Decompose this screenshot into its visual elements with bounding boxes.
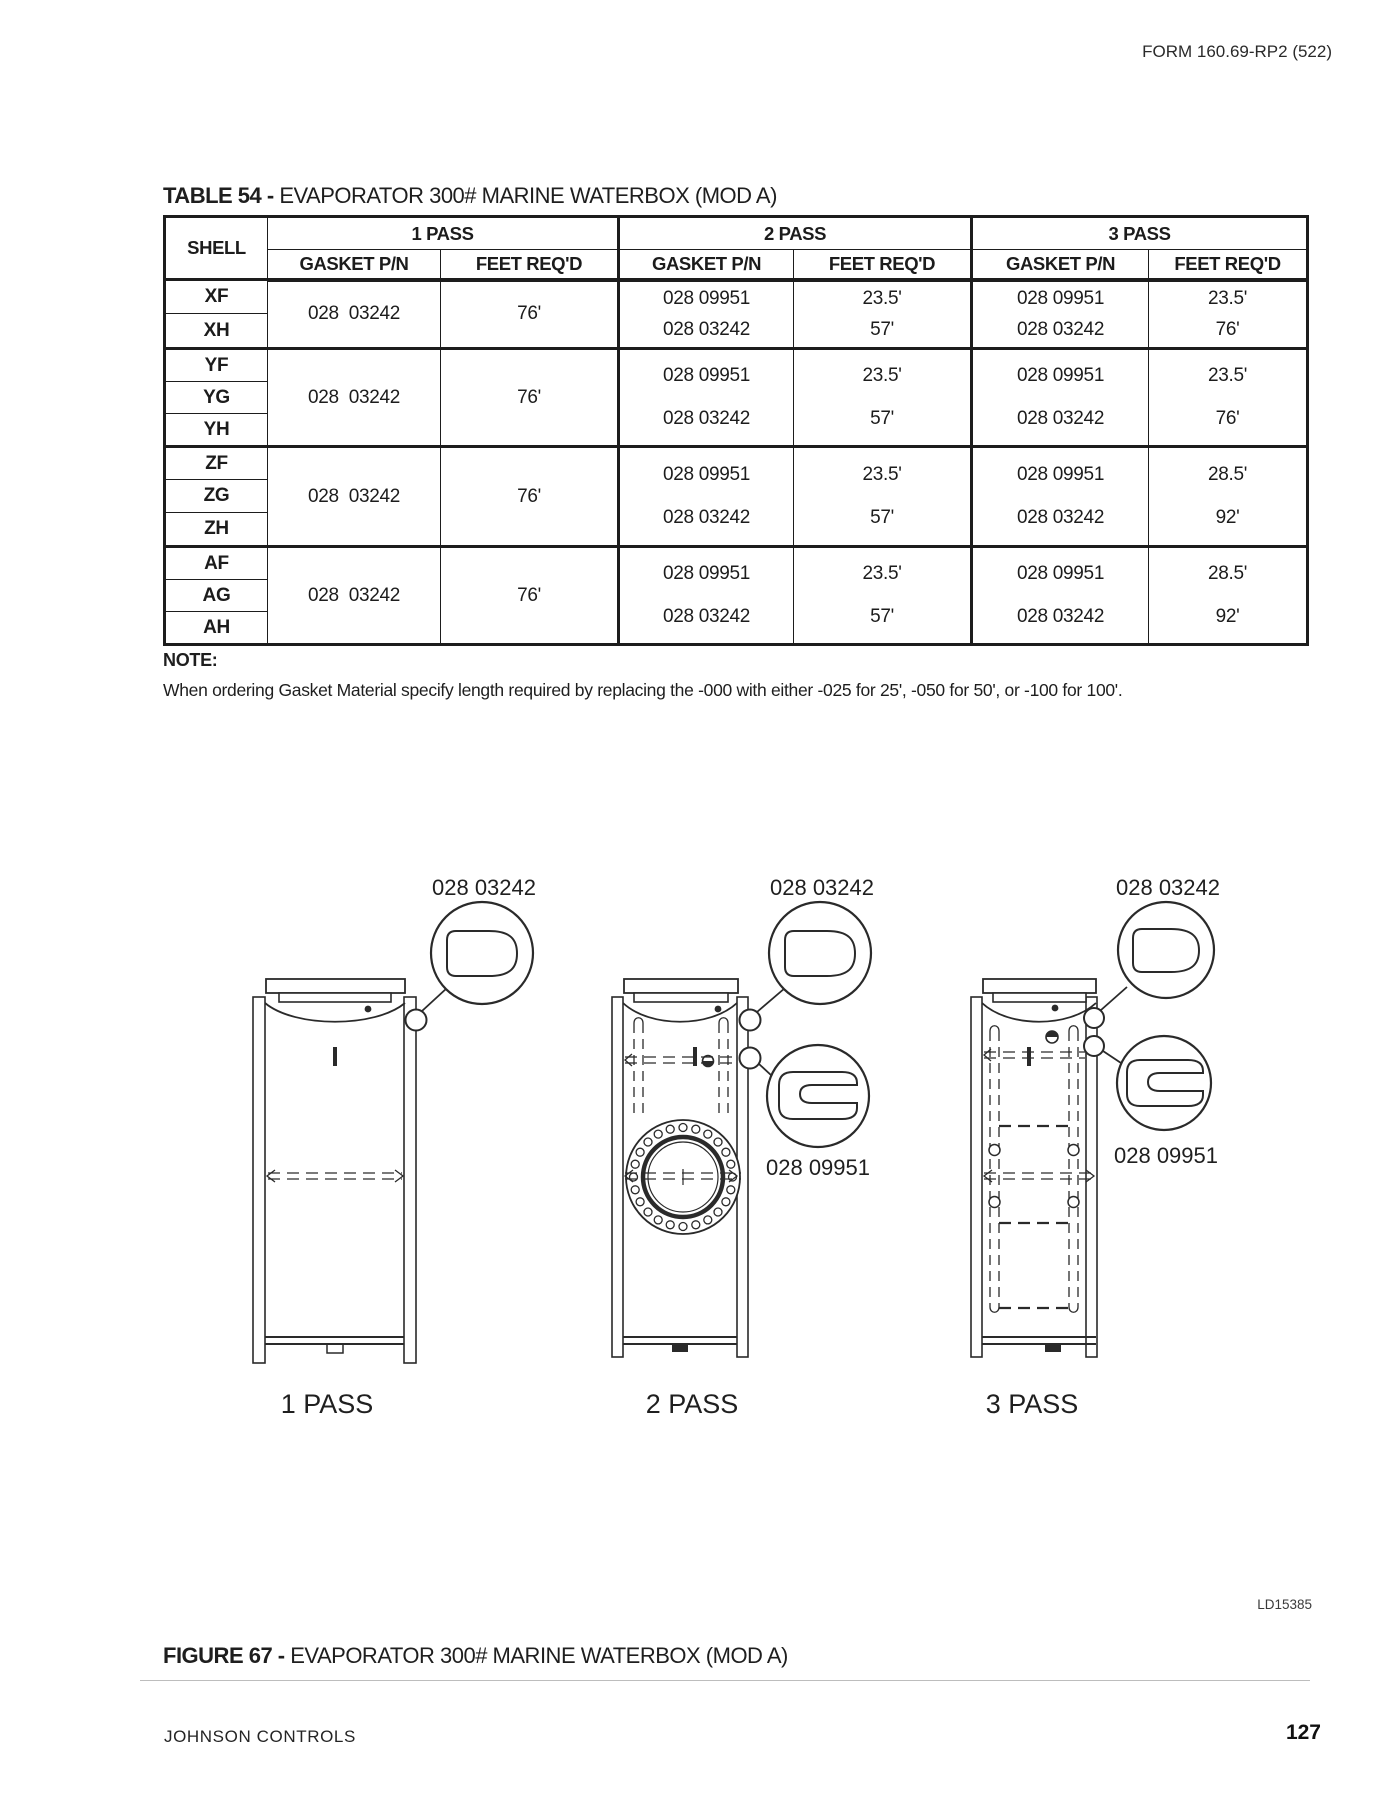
data-cell: 76' [441, 447, 619, 547]
data-cell: 76' [441, 547, 619, 645]
vessel-3pass-drawing [971, 875, 1220, 1419]
data-cell: 23.5' 57' [794, 349, 972, 447]
pass-label: 2 PASS [645, 1389, 739, 1419]
gasket-location-marker [740, 1048, 761, 1069]
shell-cell: YH [165, 414, 268, 447]
footer-company: JOHNSON CONTROLS [164, 1727, 356, 1746]
figure-number-label: FIGURE 67 - [163, 1643, 291, 1668]
shell-cell: ZH [165, 513, 268, 547]
data-cell: 28.5' 92' [1149, 447, 1308, 547]
leader-line [1101, 987, 1127, 1010]
data-cell: 028 09951 028 03242 [619, 280, 794, 349]
callout-label: 028 03242 [432, 875, 536, 900]
drawing-id: LD15385 [1257, 1597, 1312, 1612]
data-cell: 028 03242 [268, 349, 441, 447]
gasket-location-marker [406, 1010, 427, 1031]
shell-cell: AF [165, 547, 268, 580]
page-number: 127 [1285, 1721, 1321, 1744]
shell-cell: YF [165, 349, 268, 382]
col-header-feet: FEET REQ'D [441, 250, 619, 280]
pass2-header: 2 PASS [619, 217, 972, 250]
note-label: NOTE: [163, 650, 218, 670]
data-cell: 028 03242 [268, 280, 441, 349]
pass-label: 3 PASS [985, 1389, 1079, 1419]
form-reference: FORM 160.69-RP2 (522) [1142, 42, 1332, 61]
col-header-feet: FEET REQ'D [1149, 250, 1308, 280]
data-cell: 028 03242 [268, 547, 441, 645]
shell-cell: XH [165, 314, 268, 349]
leader-line [757, 988, 785, 1012]
leader-line [422, 988, 447, 1011]
data-cell: 76' [441, 280, 619, 349]
waterbox-figure [150, 860, 1330, 1480]
shell-cell: XF [165, 280, 268, 314]
gasket-location-marker [1084, 1008, 1104, 1028]
figure-caption [163, 1643, 788, 1669]
gasket-location-marker [740, 1010, 761, 1031]
callout-label: 028 09951 [766, 1155, 870, 1180]
vessel-2pass-drawing [612, 875, 874, 1419]
gasket-location-marker [1084, 1036, 1104, 1056]
table-title-text: EVAPORATOR 300# MARINE WATERBOX (MOD A) [279, 183, 777, 208]
data-cell: 028 09951 028 03242 [619, 447, 794, 547]
callout-label: 028 03242 [1116, 875, 1220, 900]
col-header-gasket: GASKET P/N [972, 250, 1149, 280]
shell-cell: YG [165, 382, 268, 414]
data-cell: 028 03242 [268, 447, 441, 547]
data-cell: 028 09951 028 03242 [619, 547, 794, 645]
data-cell: 028 09951 028 03242 [972, 547, 1149, 645]
pass3-header: 3 PASS [972, 217, 1308, 250]
vessel-1pass-drawing [253, 875, 536, 1419]
data-cell: 28.5' 92' [1149, 547, 1308, 645]
data-cell: 76' [441, 349, 619, 447]
data-cell: 23.5' 76' [1149, 280, 1308, 349]
data-cell: 23.5' 57' [794, 547, 972, 645]
detail-circle [1117, 1036, 1211, 1130]
table-title [163, 183, 777, 209]
caption-divider [140, 1680, 1310, 1681]
gasket-spec-table [163, 215, 1309, 646]
data-cell: 23.5' 57' [794, 280, 972, 349]
leader-line [1103, 1051, 1121, 1063]
note-text: When ordering Gasket Material specify length required by replacing the -000 with either -025 for 25', -050 for 50', or -100 for 100'. [163, 680, 1123, 700]
leader-line [759, 1064, 772, 1076]
shell-cell: AG [165, 580, 268, 612]
pass-label: 1 PASS [280, 1389, 374, 1419]
table-number-label: TABLE 54 - [163, 183, 280, 208]
detail-circle [767, 1045, 869, 1147]
shell-cell: AH [165, 612, 268, 645]
callout-label: 028 09951 [1114, 1143, 1218, 1168]
data-cell: 028 09951 028 03242 [972, 280, 1149, 349]
data-cell: 028 09951 028 03242 [619, 349, 794, 447]
shell-column-header: SHELL [165, 217, 268, 280]
pass1-header: 1 PASS [268, 217, 619, 250]
col-header-gasket: GASKET P/N [268, 250, 441, 280]
data-cell: 028 09951 028 03242 [972, 349, 1149, 447]
shell-cell: ZF [165, 447, 268, 480]
col-header-gasket: GASKET P/N [619, 250, 794, 280]
callout-label: 028 03242 [770, 875, 874, 900]
shell-cell: ZG [165, 480, 268, 513]
data-cell: 23.5' 76' [1149, 349, 1308, 447]
figure-caption-text: EVAPORATOR 300# MARINE WATERBOX (MOD A) [290, 1643, 788, 1668]
col-header-feet: FEET REQ'D [794, 250, 972, 280]
data-cell: 028 09951 028 03242 [972, 447, 1149, 547]
data-cell: 23.5' 57' [794, 447, 972, 547]
